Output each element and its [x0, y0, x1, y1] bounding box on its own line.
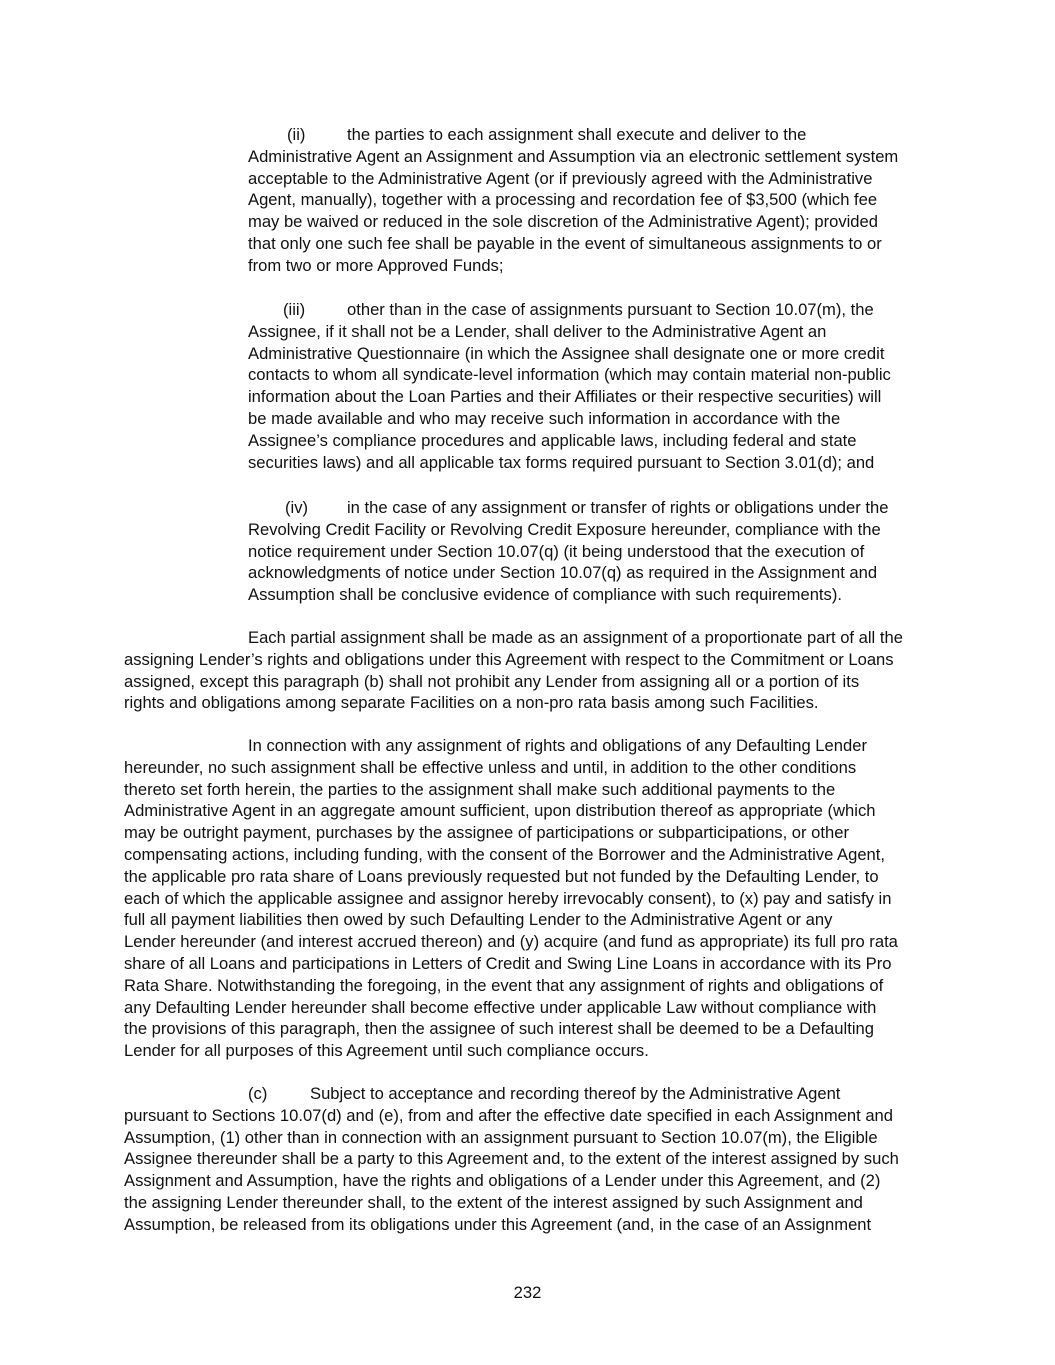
clause-text-line: acceptable to the Administrative Agent (or if previously agreed with the Administrative — [248, 168, 873, 188]
page-number: 232 — [513, 1283, 542, 1302]
paragraph-text-line: thereto set forth herein, the parties to the assignment shall make such additional payments to the — [124, 779, 836, 799]
clause-ii — [248, 124, 938, 277]
clause-text-line: Agent, manually), together with a processing and recordation fee of $3,500 (which fee — [248, 190, 878, 210]
clause-text-line: Administrative Agent an Assignment and Assumption via an electronic settlement system — [248, 146, 899, 166]
paragraph-text-line: Subject to acceptance and recording thereof by the Administrative Agent — [310, 1084, 841, 1103]
paragraph-text-line: share of all Loans and participations in Letters of Credit and Swing Line Loans in accordance with its Pro — [124, 953, 892, 973]
paragraph-text-line: Lender hereunder (and interest accrued thereon) and (y) acquire (and fund as appropriate) its full pro rata — [124, 932, 898, 952]
clause-text-line: acknowledgments of notice under Section 10.07(q) as required in the Assignment and — [248, 563, 878, 583]
paragraph-text-line: assigned, except this paragraph (b) shall not prohibit any Lender from assigning all or a portion of its — [124, 671, 860, 691]
section-c-paragraph — [124, 1083, 936, 1236]
clause-text-line: Assignee, if it shall not be a Lender, shall deliver to the Administrative Agent an — [248, 321, 827, 341]
clause-iv — [248, 497, 938, 606]
paragraph-text-line: any Defaulting Lender hereunder shall become effective under applicable Law without compliance with — [124, 997, 877, 1017]
partial-assignment-paragraph — [124, 627, 936, 714]
clause-text-line: Assumption shall be conclusive evidence of compliance with such requirements). — [248, 585, 842, 605]
clause-text-line: from two or more Approved Funds; — [248, 255, 504, 275]
clause-marker: (iv) — [285, 498, 309, 517]
clause-text-line: other than in the case of assignments pursuant to Section 10.07(m), the — [347, 300, 874, 319]
clause-text-line: may be waived or reduced in the sole discretion of the Administrative Agent); provided — [248, 212, 878, 232]
clause-iii — [248, 299, 938, 473]
clause-text-line: information about the Loan Parties and their Affiliates or their respective securities) will — [248, 387, 882, 407]
paragraph-text-line: Rata Share. Notwithstanding the foregoing, in the event that any assignment of rights and obligations of — [124, 975, 884, 995]
clause-text-line: Assignee’s compliance procedures and applicable laws, including federal and state — [248, 430, 857, 450]
clause-text-line: securities laws) and all applicable tax forms required pursuant to Section 3.01(d); and — [248, 452, 875, 472]
paragraph-text-line: the provisions of this paragraph, then the assignee of such interest shall be deemed to be a Defaulting — [124, 1019, 874, 1039]
paragraph-text-line: compensating actions, including funding, with the consent of the Borrower and the Administrative Agent, — [124, 844, 886, 864]
clause-marker: (ii) — [287, 125, 306, 144]
clause-text-line: the parties to each assignment shall execute and deliver to the — [347, 125, 807, 144]
paragraph-text-line: may be outright payment, purchases by the assignee of participations or subparticipations, or other — [124, 823, 849, 843]
paragraph-text-line: Assumption, be released from its obligations under this Agreement (and, in the case of an Assignment — [124, 1214, 872, 1234]
paragraph-text-line: Administrative Agent in an aggregate amount sufficient, upon distribution thereof as appropriate (which — [124, 801, 876, 821]
paragraph-text-line: full all payment liabilities then owed by such Defaulting Lender to the Administrative Agent or any — [124, 910, 833, 930]
paragraph-text-line: the applicable pro rata share of Loans previously requested but not funded by the Defaulting Lender, to — [124, 866, 879, 886]
paragraph-text-line: the assigning Lender thereunder shall, to the extent of the interest assigned by such Assignment and — [124, 1192, 863, 1212]
section-marker: (c) — [248, 1084, 268, 1103]
paragraph-text-line: hereunder, no such assignment shall be effective unless and until, in addition to the other conditions — [124, 757, 857, 777]
clause-text-line: in the case of any assignment or transfer of rights or obligations under the — [347, 498, 889, 517]
clause-text-line: contacts to whom all syndicate-level information (which may contain material non-public — [248, 365, 891, 385]
clause-marker: (iii) — [283, 300, 306, 319]
paragraph-text-line: Each partial assignment shall be made as an assignment of a proportionate part of all the — [248, 628, 903, 647]
paragraph-text-line: rights and obligations among separate Facilities on a non-pro rata basis among such Facilities. — [124, 693, 819, 713]
paragraph-text-line: each of which the applicable assignee and assignor hereby irrevocably consent), to (x) pay and satisfy in — [124, 888, 892, 908]
clause-text-line: Administrative Questionnaire (in which the Assignee shall designate one or more credit — [248, 343, 885, 363]
paragraph-text-line: In connection with any assignment of rights and obligations of any Defaulting Lender — [248, 736, 867, 755]
clause-text-line: be made available and who may receive such information in accordance with the — [248, 408, 841, 428]
paragraph-text-line: pursuant to Sections 10.07(d) and (e), from and after the effective date specified in each Assignment and — [124, 1105, 893, 1125]
clause-text-line: notice requirement under Section 10.07(q) (it being understood that the execution of — [248, 541, 865, 561]
paragraph-text-line: Lender for all purposes of this Agreement until such compliance occurs. — [124, 1041, 649, 1061]
clause-text-line: Revolving Credit Facility or Revolving Credit Exposure hereunder, compliance with the — [248, 519, 881, 539]
paragraph-text-line: Assignee thereunder shall be a party to this Agreement and, to the extent of the interest assigned by such — [124, 1149, 899, 1169]
paragraph-text-line: Assumption, (1) other than in connection with an assignment pursuant to Section 10.07(m), the Eligible — [124, 1127, 878, 1147]
clause-text-line: that only one such fee shall be payable in the event of simultaneous assignments to or — [248, 233, 882, 253]
paragraph-text-line: assigning Lender’s rights and obligations under this Agreement with respect to the Commitment or Loans — [124, 649, 894, 669]
paragraph-text-line: Assignment and Assumption, have the rights and obligations of a Lender under this Agreement, and (2) — [124, 1171, 881, 1191]
defaulting-lender-paragraph — [124, 735, 936, 1062]
